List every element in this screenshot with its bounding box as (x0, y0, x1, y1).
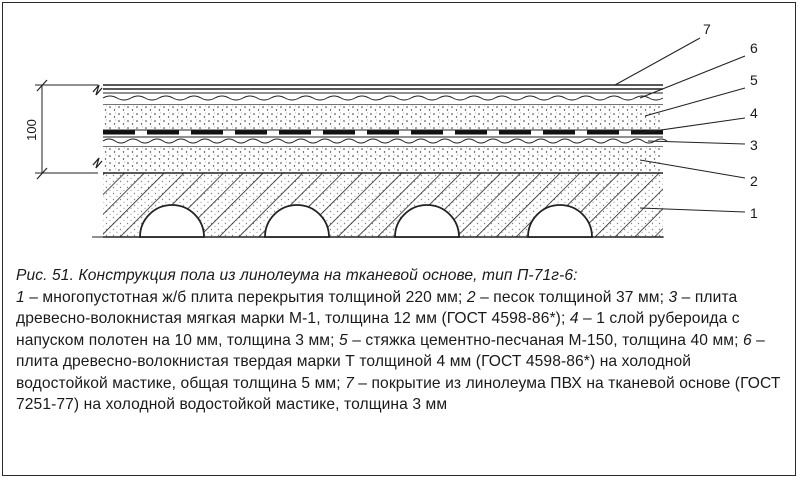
layer-7-linoleum (103, 85, 663, 89)
label-6: 6 (750, 40, 758, 56)
layer-2-sand (103, 146, 663, 173)
label-3: 3 (750, 137, 758, 153)
caption-title: Рис. 51. Конструкция пола из линолеума на тканевой основе, тип П-71г-6: (16, 267, 578, 284)
caption-item-num: 1 (16, 288, 25, 306)
dimension-label: 100 (24, 119, 39, 141)
caption-item-num: 7 (345, 374, 354, 392)
figure-caption (16, 265, 786, 416)
break-marks (93, 85, 102, 168)
caption-item-num: 5 (339, 331, 348, 349)
layer-1-hollow-slab (92, 173, 665, 237)
caption-item-text: – стяжка цементно-песчаная М-150, толщина 40 мм; (347, 331, 743, 349)
caption-item-num: 4 (569, 310, 579, 327)
caption-item-text: – многопустотная ж/б плита перекрытия толщиной 220 мм; (24, 288, 467, 306)
caption-item-text: – плита древесно-волокнистая твердая марки Т толщиной 4 мм (ГОСТ 4598-86*) на холодной водостойкой мастике, общая толщина 5 мм; (16, 331, 765, 392)
caption-item-num: 3 (668, 288, 678, 306)
layer-3-soft-fibreboard (103, 137, 667, 146)
caption-item-num: 2 (466, 288, 476, 306)
caption-item-text: – 1 слой рубероида с напуском полотен на 10 мм, толщина 3 мм; (16, 310, 740, 349)
label-1: 1 (750, 205, 758, 221)
caption-item-num: 6 (742, 331, 752, 349)
label-5: 5 (750, 72, 758, 88)
caption-item-text: – плита древесно-волокнистая мягкая марки М-1, толщина 12 мм (ГОСТ 4598-86*); (16, 288, 738, 327)
dimension-100 (24, 80, 98, 179)
caption-item-text: – покрытие из линолеума ПВХ на тканевой основе (ГОСТ 7251-77) на холодной водостойкой мастике, толщина 3 мм (16, 374, 781, 413)
layer-6-hard-fibreboard (103, 93, 663, 104)
label-2: 2 (750, 173, 758, 189)
caption-item-text: – песок толщиной 37 мм; (475, 288, 669, 306)
label-7: 7 (703, 21, 711, 37)
label-4: 4 (750, 105, 758, 121)
layer-5-screed (103, 104, 663, 130)
